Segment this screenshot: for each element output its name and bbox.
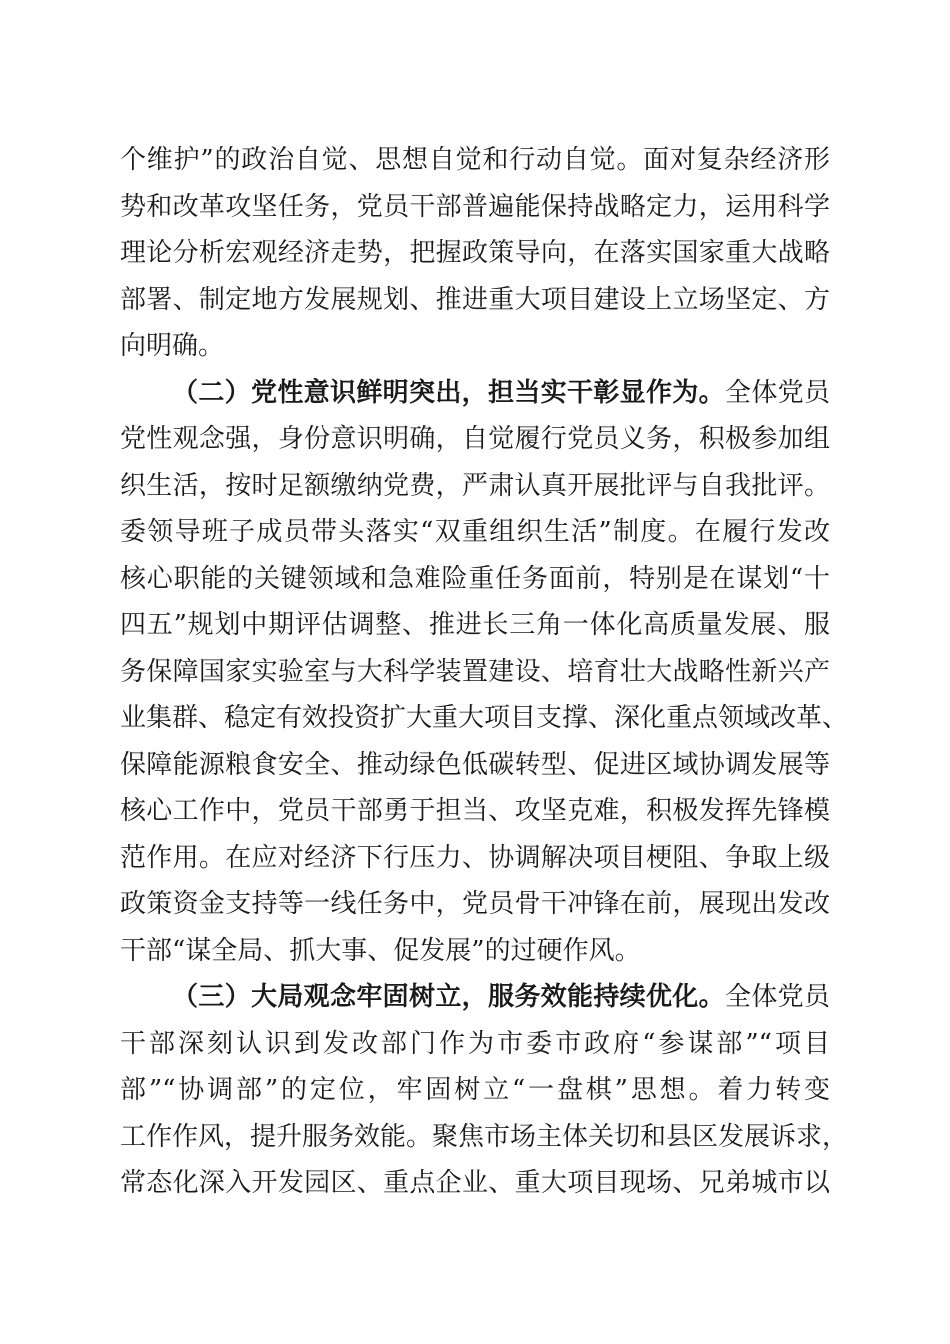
text-line: 向明确。	[120, 331, 225, 361]
text-line: 干部深刻认识到发改部门作为市委市政府“参谋部”“项目	[120, 1029, 830, 1059]
text-line: 业集群、稳定有效投资扩大重大项目支撑、深化重点领域改革、	[120, 703, 849, 733]
section-heading: （三）大局观念牢固树立，服务效能持续优化。	[172, 982, 725, 1012]
text-line: 核心职能的关键领域和急难险重任务面前，特别是在谋划“十	[120, 564, 830, 594]
text-line: 工作作风，提升服务效能。聚焦市场主体关切和县区发展诉求，	[120, 1122, 849, 1152]
text-line: 部”“协调部”的定位，牢固树立“一盘棋”思想。着力转变	[120, 1075, 830, 1105]
text-line: 委领导班子成员带头落实“双重组织生活”制度。在履行发改	[120, 517, 830, 547]
text-line: 势和改革攻坚任务，党员干部普遍能保持战略定力，运用科学	[120, 192, 830, 222]
text-line: 四五”规划中期评估调整、推进长三角一体化高质量发展、服	[120, 610, 830, 640]
heading-continuation: 全体党员	[724, 982, 830, 1012]
text-line: 常态化深入开发园区、重点企业、重大项目现场、兄弟城市以	[120, 1168, 830, 1198]
text-line: 核心工作中，党员干部勇于担当、攻坚克难，积极发挥先锋模	[120, 796, 830, 826]
text-line: 理论分析宏观经济走势，把握政策导向，在落实国家重大战略	[120, 238, 830, 268]
text-line: 保障能源粮食安全、推动绿色低碳转型、促进区域协调发展等	[120, 750, 830, 780]
text-line: 范作用。在应对经济下行压力、协调解决项目梗阻、争取上级	[120, 843, 830, 873]
text-line: 个维护”的政治自觉、思想自觉和行动自觉。面对复杂经济形	[120, 145, 830, 175]
text-line: 部署、制定地方发展规划、推进重大项目建设上立场坚定、方	[120, 285, 830, 315]
section-two-first-line	[172, 377, 830, 409]
text-line: 政策资金支持等一线任务中，党员骨干冲锋在前，展现出发改	[120, 889, 830, 919]
section-heading: （二）党性意识鲜明突出，担当实干彰显作为。	[172, 378, 725, 408]
text-line: 党性观念强，身份意识明确，自觉履行党员义务，积极参加组	[120, 424, 830, 454]
text-line: 务保障国家实验室与大科学装置建设、培育壮大战略性新兴产	[120, 657, 830, 687]
text-line: 织生活，按时足额缴纳党费，严肃认真开展批评与自我批评。	[120, 471, 830, 501]
section-three-first-line	[172, 981, 830, 1013]
text-line: 干部“谋全局、抓大事、促发展”的过硬作风。	[120, 936, 641, 966]
heading-continuation: 全体党员	[724, 378, 830, 408]
